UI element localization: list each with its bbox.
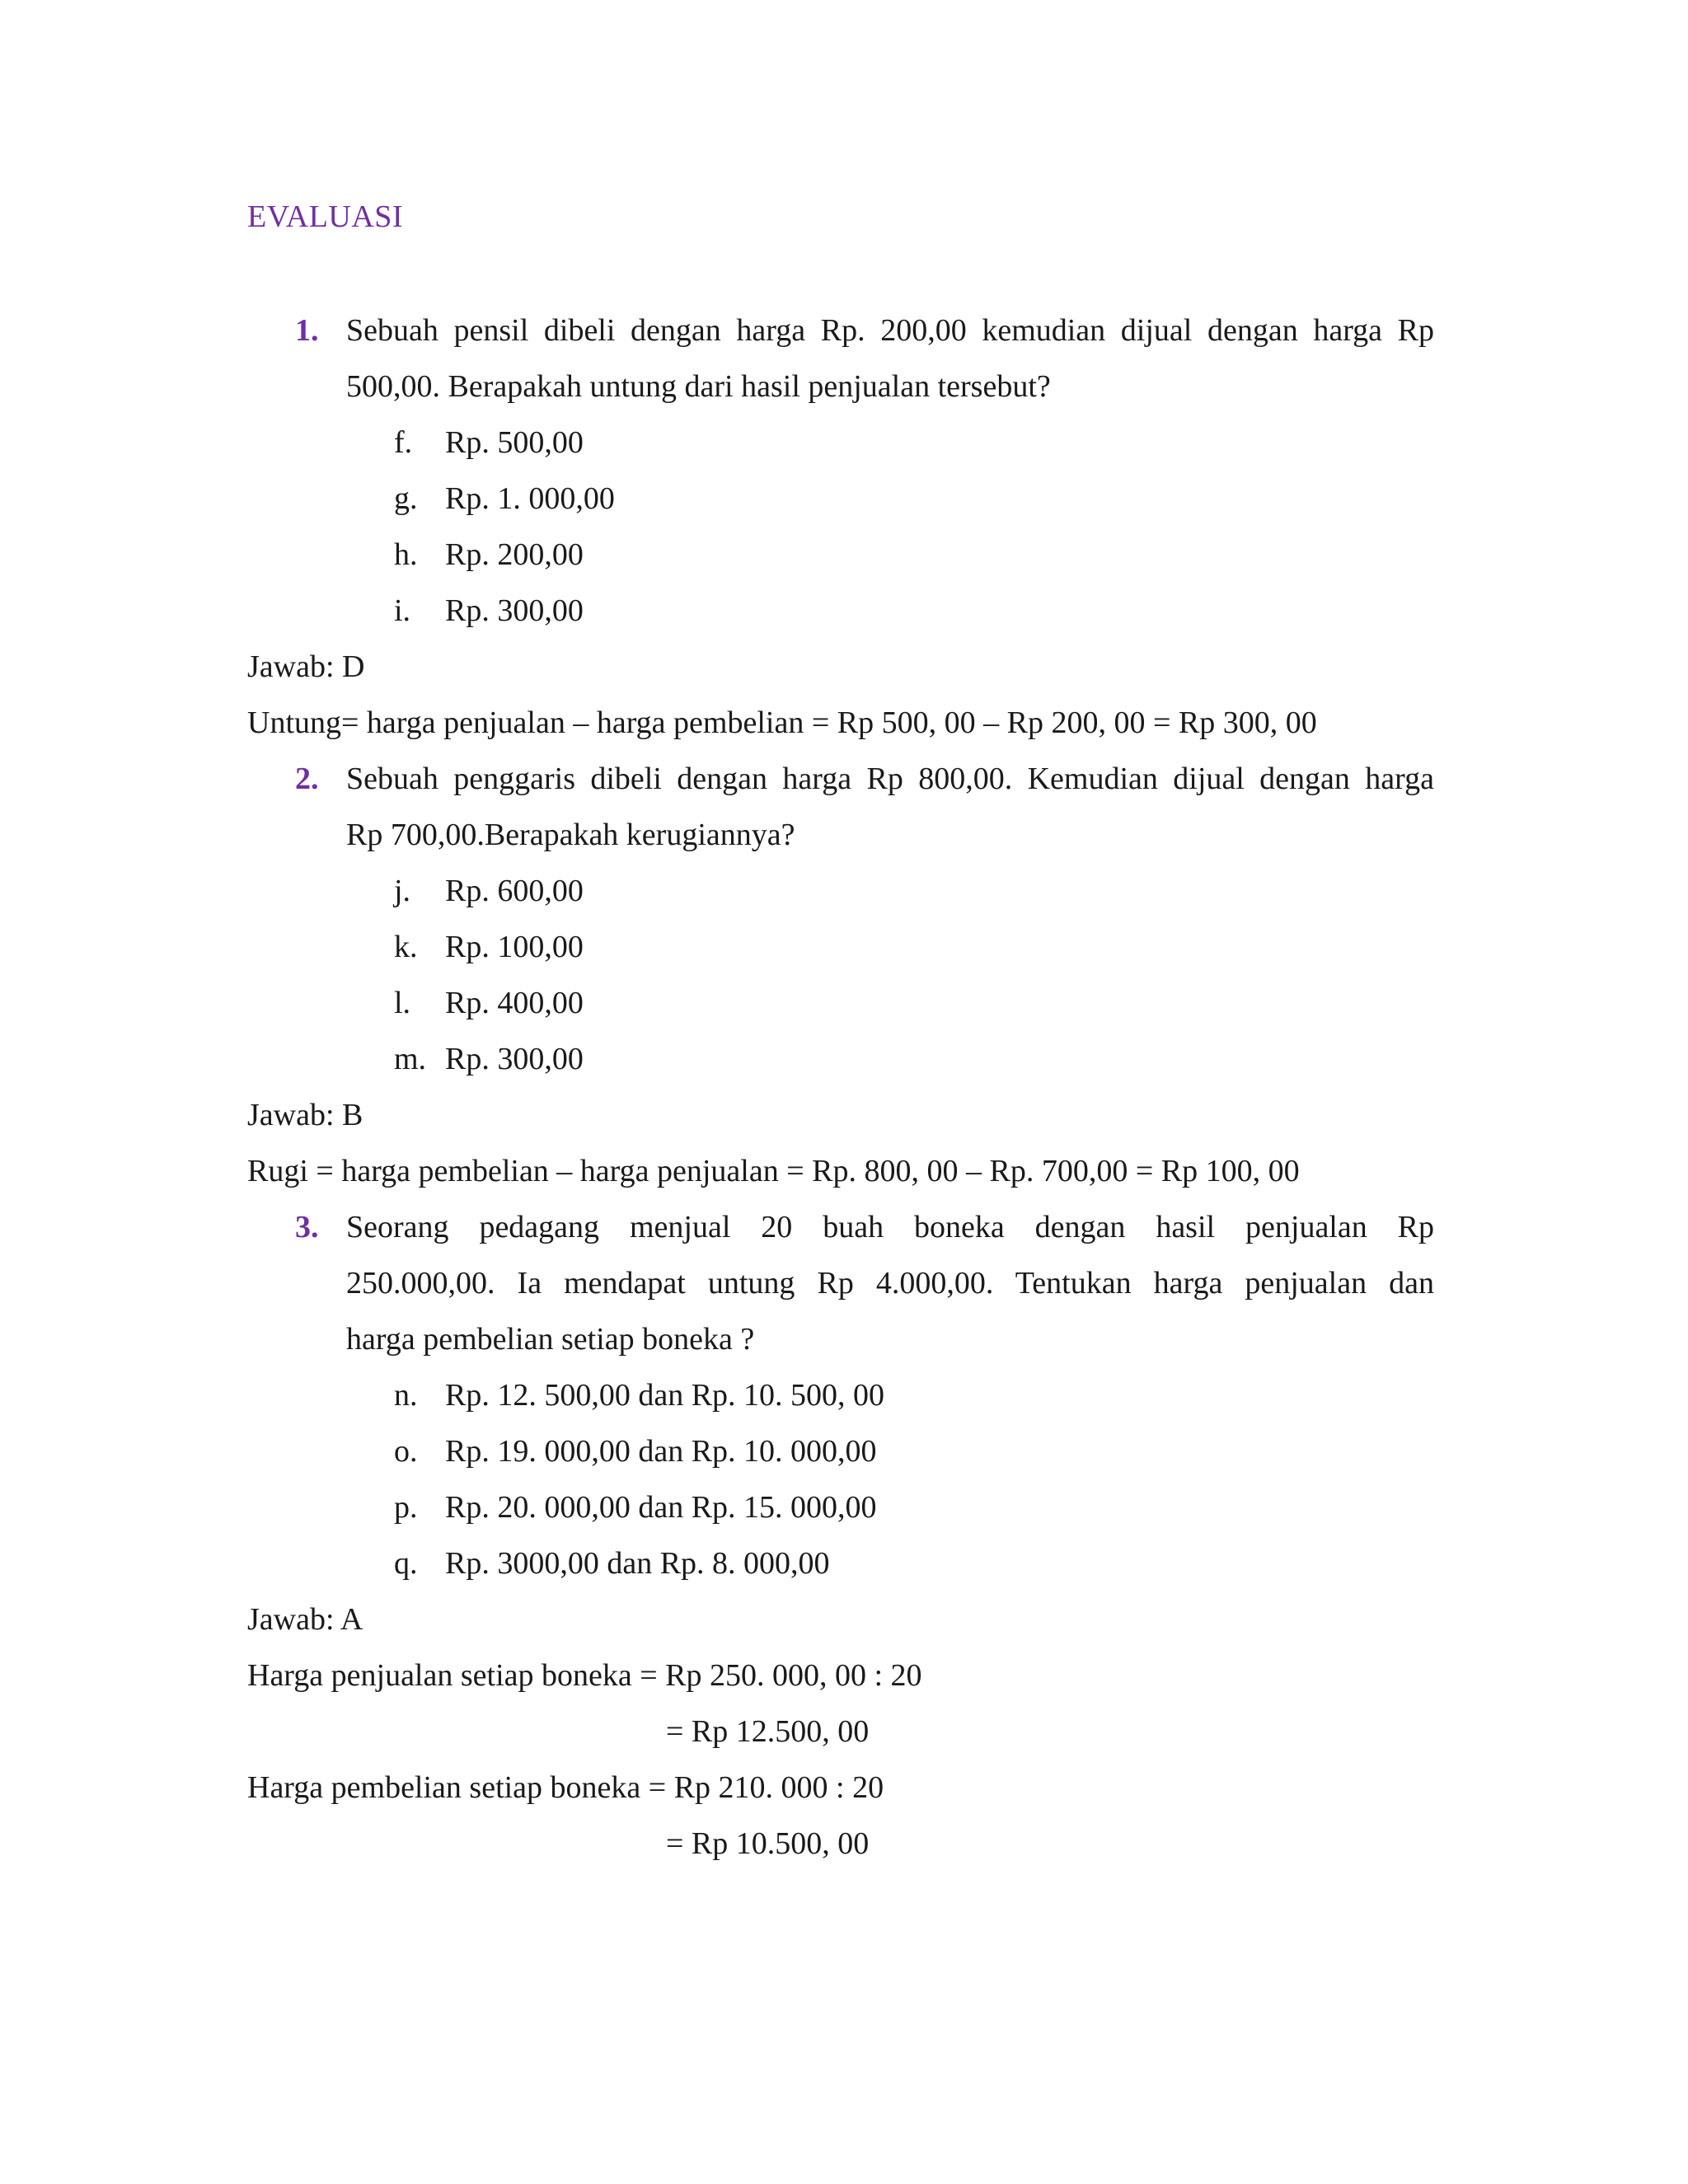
question-3-solution-line: = Rp 10.500, 00 (666, 1826, 870, 1861)
question-3-solution-line: Harga penjualan setiap boneka = Rp 250. 000, 00 : 20 (247, 1658, 922, 1693)
question-1-option-letter: h. (394, 537, 418, 572)
question-2-option-letter: k. (394, 930, 418, 964)
question-2-answer: Jawab: B (247, 1098, 363, 1132)
question-1-option-letter: f. (394, 425, 413, 460)
question-1-line-2: 500,00. Berapakah untung dari hasil penjualan tersebut? (346, 369, 1051, 404)
question-3-line-3: harga pembelian setiap boneka ? (346, 1322, 755, 1357)
question-3-solution-line: Harga pembelian setiap boneka = Rp 210. 000 : 20 (247, 1770, 884, 1805)
question-2-option-letter: j. (394, 874, 411, 908)
question-3-option-text: Rp. 20. 000,00 dan Rp. 15. 000,00 (445, 1490, 877, 1525)
question-1-solution: Untung= harga penjualan – harga pembelian = Rp 500, 00 – Rp 200, 00 = Rp 300, 00 (247, 705, 1317, 740)
question-3-option-text: Rp. 12. 500,00 dan Rp. 10. 500, 00 (445, 1378, 885, 1413)
page-title: EVALUASI (247, 199, 404, 234)
question-3-option-text: Rp. 19. 000,00 dan Rp. 10. 000,00 (445, 1434, 877, 1469)
question-3-option-letter: n. (394, 1378, 418, 1413)
question-3-number: 3. (295, 1210, 319, 1244)
question-3-line-2: 250.000,00. Ia mendapat untung Rp 4.000,00. Tentukan harga penjualan dan (346, 1266, 1434, 1301)
question-2-option-letter: l. (394, 986, 411, 1020)
question-3-option-letter: q. (394, 1546, 418, 1581)
question-2-line-1: Sebuah penggaris dibeli dengan harga Rp 800,00. Kemudian dijual dengan harga (346, 762, 1434, 796)
question-1-option-letter: g. (394, 481, 418, 516)
question-3-option-text: Rp. 3000,00 dan Rp. 8. 000,00 (445, 1546, 830, 1581)
question-3-option-letter: o. (394, 1434, 418, 1469)
question-2-number: 2. (295, 762, 319, 796)
question-2-option-letter: m. (394, 1042, 427, 1076)
question-1-option-text: Rp. 1. 000,00 (445, 481, 615, 516)
question-2-option-text: Rp. 100,00 (445, 930, 584, 964)
question-1-option-letter: i. (394, 593, 411, 628)
question-3-answer: Jawab: A (247, 1602, 363, 1637)
question-2-option-text: Rp. 300,00 (445, 1042, 584, 1076)
question-2-line-2: Rp 700,00.Berapakah kerugiannya? (346, 818, 795, 852)
question-1-answer: Jawab: D (247, 649, 365, 684)
question-3-option-letter: p. (394, 1490, 418, 1525)
question-2-option-text: Rp. 600,00 (445, 874, 584, 908)
question-3-line-1: Seorang pedagang menjual 20 buah boneka dengan hasil penjualan Rp (346, 1210, 1434, 1244)
question-3-solution-line: = Rp 12.500, 00 (666, 1714, 870, 1749)
question-1-line-1: Sebuah pensil dibeli dengan harga Rp. 200,00 kemudian dijual dengan harga Rp (346, 313, 1434, 348)
question-1-option-text: Rp. 200,00 (445, 537, 584, 572)
question-2-option-text: Rp. 400,00 (445, 986, 584, 1020)
question-1-option-text: Rp. 500,00 (445, 425, 584, 460)
question-1-number: 1. (295, 313, 319, 348)
question-2-solution: Rugi = harga pembelian – harga penjualan = Rp. 800, 00 – Rp. 700,00 = Rp 100, 00 (247, 1154, 1300, 1188)
question-1-option-text: Rp. 300,00 (445, 593, 584, 628)
